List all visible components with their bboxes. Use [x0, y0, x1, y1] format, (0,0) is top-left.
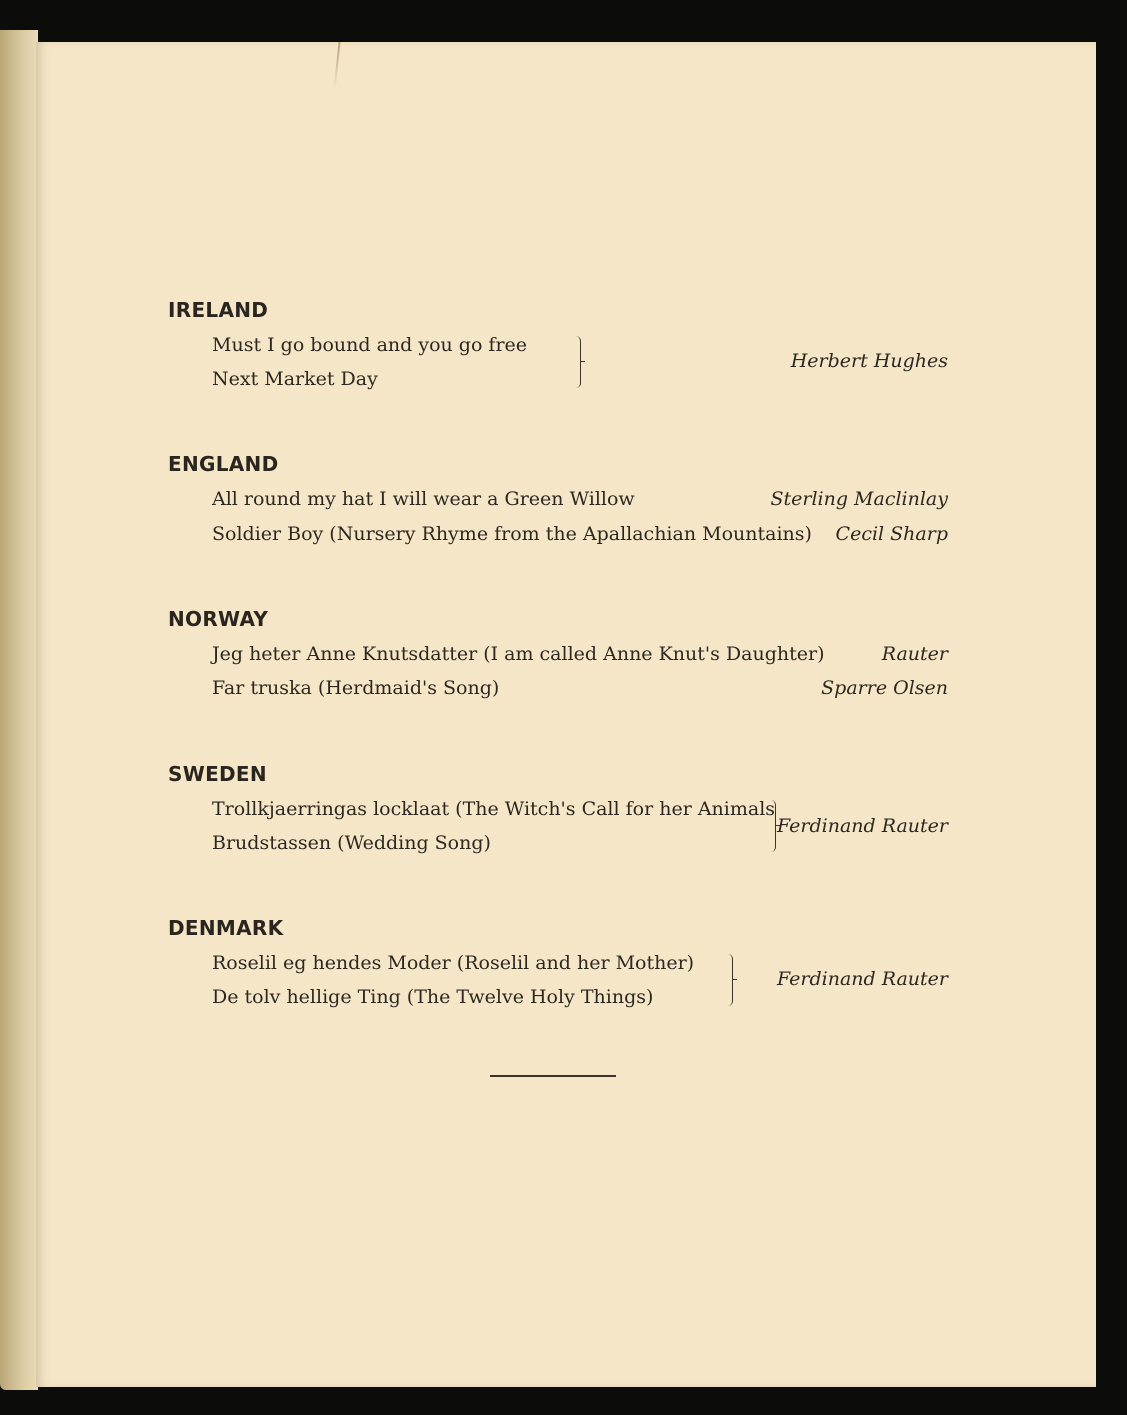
- song-title: Must I go bound and you go free: [212, 334, 528, 356]
- composer-name: Cecil Sharp: [835, 523, 948, 545]
- song-title: Trollkjaerringas locklaat (The Witch's Call for her Animals: [212, 798, 776, 820]
- composer-name: Rauter: [881, 643, 948, 665]
- song-title: Next Market Day: [212, 368, 378, 390]
- song-title: Far truska (Herdmaid's Song): [212, 677, 500, 699]
- program-page: [36, 42, 1096, 1387]
- grouping-brace-tick: [580, 361, 585, 362]
- country-heading: IRELAND: [168, 298, 269, 322]
- section-sweden: [168, 762, 948, 854]
- country-heading: ENGLAND: [168, 452, 279, 476]
- song-title: All round my hat I will wear a Green Willow: [212, 488, 635, 510]
- section-denmark: [168, 916, 948, 1008]
- section-ireland: [168, 298, 948, 390]
- composer-name: Ferdinand Rauter: [777, 968, 948, 990]
- composer-name: Sterling Maclinlay: [770, 488, 948, 510]
- book-spine: [0, 30, 38, 1390]
- grouping-brace-tick: [732, 979, 737, 980]
- closing-rule: [490, 1075, 616, 1077]
- composer-name: Sparre Olsen: [821, 677, 948, 699]
- composer-name: Ferdinand Rauter: [777, 815, 948, 837]
- section-norway: [168, 607, 948, 699]
- country-heading: NORWAY: [168, 607, 269, 631]
- song-title: Brudstassen (Wedding Song): [212, 832, 491, 854]
- country-heading: SWEDEN: [168, 762, 267, 786]
- song-title: Roselil eg hendes Moder (Roselil and her Mother): [212, 952, 695, 974]
- page-tear: [333, 42, 340, 90]
- song-title: Jeg heter Anne Knutsdatter (I am called Anne Knut's Daughter): [212, 643, 825, 665]
- composer-name: Herbert Hughes: [790, 350, 948, 372]
- country-heading: DENMARK: [168, 916, 284, 940]
- song-title: De tolv hellige Ting (The Twelve Holy Things): [212, 986, 654, 1008]
- song-title: Soldier Boy (Nursery Rhyme from the Apallachian Mountains): [212, 523, 812, 545]
- section-england: [168, 452, 948, 545]
